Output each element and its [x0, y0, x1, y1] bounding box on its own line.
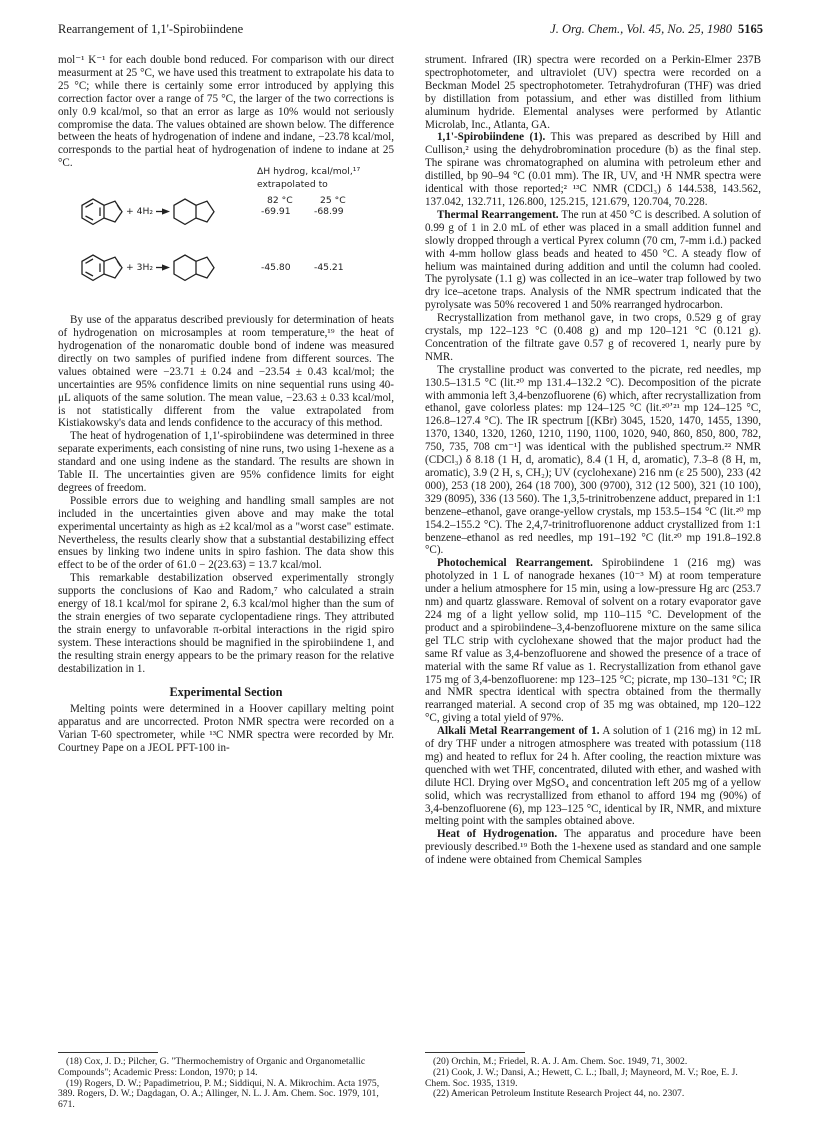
paragraph: This remarkable destabilization observed experimentally strongly supports the conclusions of Kao and Radom,⁷ who calculated a strain energy of 18.1 kcal/mol for spirane 2, 6.3 kcal/mol higher than the sum of the strain energies of two separate cyclopentadiene rings. They attributed the strain energy to unfavorable π-orbital interactions in the rigid spiro system. These interactions should be magnified in the spirobiindene 1, and the resulting strain energy appears to be the primary reason for the relative destabilization in 1.	[58, 572, 394, 675]
temperature-82: 82 °C	[267, 195, 293, 207]
footnote: (21) Cook, J. W.; Dansi, A.; Hewett, C. L.; Iball, J; Mayneord, M. V.; Roe, E. J. Chem. Soc. 1935, 1319.	[425, 1066, 738, 1089]
paragraph: By use of the apparatus described previously for determination of heats of hydrogenation on microsamples at room temperature,¹⁹ the heat of hydrogenation of the nonaromatic double bond of indene was measured directly on two samples of purified indene from different sources. The values obtained were −23.71 ± 0.24 and −23.54 ± 0.43 kcal/mol; the uncertainties are 95% confidence limits on nine sequential runs using 40-μL aliquots of the same solution. The mean value, −23.63 ± 0.33 kcal/mol, is not statistically different from the value extrapolated from Kistiakowsky's data and lends confidence to the accuracy of this method.	[58, 314, 394, 430]
reagent-4h2: + 4H₂	[126, 206, 154, 218]
footnote: (20) Orchin, M.; Friedel, R. A. J. Am. Chem. Soc. 1949, 71, 3002.	[433, 1056, 688, 1067]
paragraph: Heat of Hydrogenation. The apparatus and procedure have been previously described.¹⁹ Both the 1-hexene used as standard and one sample of indene were obtained from Chemical Samples	[425, 828, 762, 867]
hydrindane-structure	[174, 199, 214, 224]
hydrogenation-scheme	[58, 166, 394, 303]
page-number: 5165	[738, 22, 763, 36]
temperature-25: 25 °C	[320, 195, 346, 207]
footnote-rule	[425, 1052, 525, 1053]
run-in-heading: Alkali Metal Rearrangement of 1.	[437, 725, 600, 738]
indene-structure-2	[82, 255, 122, 280]
run-in-heading: 1,1'-Spirobiindene (1).	[437, 131, 546, 144]
paragraph: Recrystallization from methanol gave, in two crops, 0.529 g of gray crystals, mp 122–123 °C (0.408 g) and mp 120–121 °C (0.121 g). Concentration of the filtrate gave 0.57 g of recovered 1, nearly pure by NMR.	[425, 312, 761, 363]
paragraph: Thermal Rearrangement. The run at 450 °C is described. A solution of 0.99 g of 1 in 2.0 mL of ether was placed in a small addition funnel and slowly dropped through a vertical Pyrex column (70 cm, 7-mm i.d.) packed with 4-mm hollow glass beads and heated to 450 °C. A steady flow of helium was maintained during addition and until the column had cooled. The pyrolysate (1.1 g) was collected in an ice–water trap followed by two dry ice–acetone traps. Analysis of the NMR spectrum indicated that the pyrolysate was 50% recovered 1 and 50% rearranged hydrocarbon.	[425, 208, 761, 312]
reagent-3h2: + 3H₂	[126, 262, 154, 274]
footnotes-right	[425, 1057, 761, 1100]
paragraph: Possible errors due to weighing and handling small samples are not included in the uncertainties given above and may make the total experimental uncertainty as high as ±2 kcal/mol as a "worst case" estimate. Nevertheless, the results clearly show that a substantial destabilizing effect ensues by linking two indene units in spiro fashion. The data show this effect to be of the order of 61.0 − 2(23.63) = 13.7 kcal/mol.	[58, 494, 394, 572]
paragraph: Alkali Metal Rearrangement of 1. A solution of 1 (216 mg) in 12 mL of dry THF under a nitrogen atmosphere was treated with potassium (118 mg) and heated to reflux for 24 h. After cooling, the reaction mixture was quenched with wet THF, concentrated, diluted with ether, and washed with dilute HCl. Drying over MgSO₄ and concentration left 205 mg of a yellow solid, which was recrystallized from ethanol to afford 194 mg (90%) of 3,4-benzofluorene (6), mp 123–125 °C, identical by IR, NMR, and mixture melting point with the samples obtained above.	[425, 725, 761, 828]
footnotes-left	[58, 1057, 394, 1111]
journal-citation: J. Org. Chem., Vol. 45, No. 25, 1980 5165	[550, 22, 763, 36]
right-column	[425, 54, 761, 867]
paragraph: strument. Infrared (IR) spectra were recorded on a Perkin-Elmer 237B spectrophotometer, and ultraviolet (UV) spectra were recorded on a Beckman Model 25 spectrophotometer. Tetrahydrofuran (THF) was dried by distillation from potassium, and ether was distilled from lithium aluminum hydride. Elemental analyses were performed by Atlantic Microlab, Inc., Atlanta, GA.	[425, 54, 761, 131]
value-indane-82: -45.80	[261, 262, 291, 274]
paragraph: 1,1'-Spirobiindene (1). This was prepared as described by Hill and Cullison,² using the dehydrobromination procedure (b) as the final step. The spirane was chromatographed on alumina with petroleum ether and distilled, bp 90–94 °C (0.01 mm). The IR, UV, and ¹H NMR spectra were identical with those reported;² ¹³C NMR (CDCl₃) δ 144.538, 143.562, 137.042, 132.711, 126.800, 125.215, 121.679, 120.704, 70.228.	[425, 131, 761, 208]
footnote: (19) Rogers, D. W.; Papadimetriou, P. M.; Siddiqui, N. A. Mikrochim. Acta 1975, 389. Rogers, D. W.; Dagdagan, O. A.; Allinger, N. L. J. Am. Chem. Soc. 1979, 101, 671.	[58, 1077, 380, 1111]
value-indene-82: -69.91	[261, 206, 291, 218]
indane-structure	[174, 255, 214, 280]
paragraph: The crystalline product was converted to the picrate, red needles, mp 130.5–131.5 °C (lit.²⁰ mp 131.4–132.2 °C). Decomposition of the picrate with ammonia left 3,4-benzofluorene (6) which, after recrystallization from ethanol, gave colorless plates: mp 124–125 °C (lit.²⁰ʼ²¹ mp 124–125 °C, 126.8–127.4 °C). The IR spectrum [(KBr) 3045, 1520, 1470, 1455, 1390, 1370, 1340, 1320, 1260, 1210, 1190, 1100, 1020, 940, 860, 850, 800, 782, 750, 735, 708 cm⁻¹] was identical with the published spectrum.²² NMR (CDCl₃) δ 8.18 (1 H, d, aromatic), 8.4 (1 H, d, aromatic), 7.3–8 (8 H, m, aromatic), 3.9 (2 H, s, CH₂); UV (cyclohexane) 216 nm (ε 25 500), 233 (42 000), 253 (18 200), 264 (18 700), 300 (9700), 312 (12 500), 321 (10 100), 329 (8095), 336 (13 560). The 1,3,5-trinitrobenzene adduct, prepared in 1:1 benzene–ethanol, gave orange-yellow crystals, mp 153.5–154 °C (lit.²⁰ mp 154.2–155.2 °C). The 2,4,7-trinitrofluorenone adduct crystallized from 1:1 benzene–ethanol as red needles, mp 191–192 °C (lit.²⁰ mp 191.8–192.8 °C).	[425, 363, 761, 557]
scheme-column-header: ΔH hydrog, kcal/mol,¹⁷	[257, 166, 361, 178]
scheme-column-subheader: extrapolated to	[257, 179, 328, 191]
paragraph: mol⁻¹ K⁻¹ for each double bond reduced. For comparison with our direct measurment at 25 °C, we have used this treatment to extrapolate his data to 25 °C; while there is certainly some error introduced by applying this correction factor over a range of 75 °C, the larger of the two corrections is only 0.9 kcal/mol, so that an error as large as 10% would not seriously compromise the data. The values obtained are shown below. The difference between the heats of hydrogenation of indene and indane, −23.78 kcal/mol, corresponds to the partial heat of hydrogenation of indene to indane at 25 °C.	[58, 54, 394, 170]
indene-structure-1	[82, 199, 122, 224]
run-in-heading: Photochemical Rearrangement.	[437, 557, 593, 570]
footnote: (18) Cox, J. D.; Pilcher, G. "Thermochemistry of Organic and Organometallic Compounds"; Academic Press: London, 1970; p 14.	[58, 1056, 366, 1078]
paragraph: Melting points were determined in a Hoover capillary melting point apparatus and are uncorrected. Proton NMR spectra were recorded on a Varian T-60 spectrometer, while ¹³C NMR spectra were recorded by Mr. Courtney Pape on a JEOL PFT-100 in-	[58, 703, 394, 755]
run-in-heading: Heat of Hydrogenation.	[437, 828, 558, 841]
footnote-rule	[58, 1052, 158, 1053]
value-indane-25: -45.21	[314, 262, 344, 274]
running-title: Rearrangement of 1,1'-Spirobiindene	[58, 22, 244, 36]
paragraph: Photochemical Rearrangement. Spirobiindene 1 (216 mg) was photolyzed in 1 L of nanograde hexanes (10⁻³ M) at room temperature under a helium atmosphere for 15 min, using a low-pressure Hg arc (253.7 nm) and quartz glassware. Removal of solvent on a rotary evaporator gave 224 mg of a light yellow solid, mp 110–115 °C. Development of the product and a spirobiindene–3,4-benzofluorene mixture on the same silica gel TLC strip with cyclohexane showed that the major product had the same Rf value as 3,4-benzofluorene and showed the presence of a trace of material with the same Rf value as 1. Recrystallization from ethanol gave 175 mg of 3,4-benzofluorene: mp 123–125 °C; picrate, mp 130–131 °C; IR and NMR spectra identical with spectra obtained from the thermally rearranged material. A second crop of 35 mg was obtained, mp 120–122 °C, giving a total yield of 97%.	[425, 557, 761, 725]
left-column	[58, 54, 394, 755]
footnote: (22) American Petroleum Institute Research Project 44, no. 2307.	[433, 1088, 685, 1100]
section-heading: Experimental Section	[169, 684, 283, 699]
value-indene-25: -68.99	[314, 206, 344, 218]
paragraph: The heat of hydrogenation of 1,1'-spirobiindene was determined in three separate experiments, each consisting of nine runs, two using 1-hexene as a standard and one using indene as the standard. The results are shown in Table II. The uncertainties given are 95% confidence limits for eight degrees of freedom.	[58, 430, 394, 494]
running-header	[58, 22, 763, 38]
run-in-heading: Thermal Rearrangement.	[437, 208, 559, 221]
